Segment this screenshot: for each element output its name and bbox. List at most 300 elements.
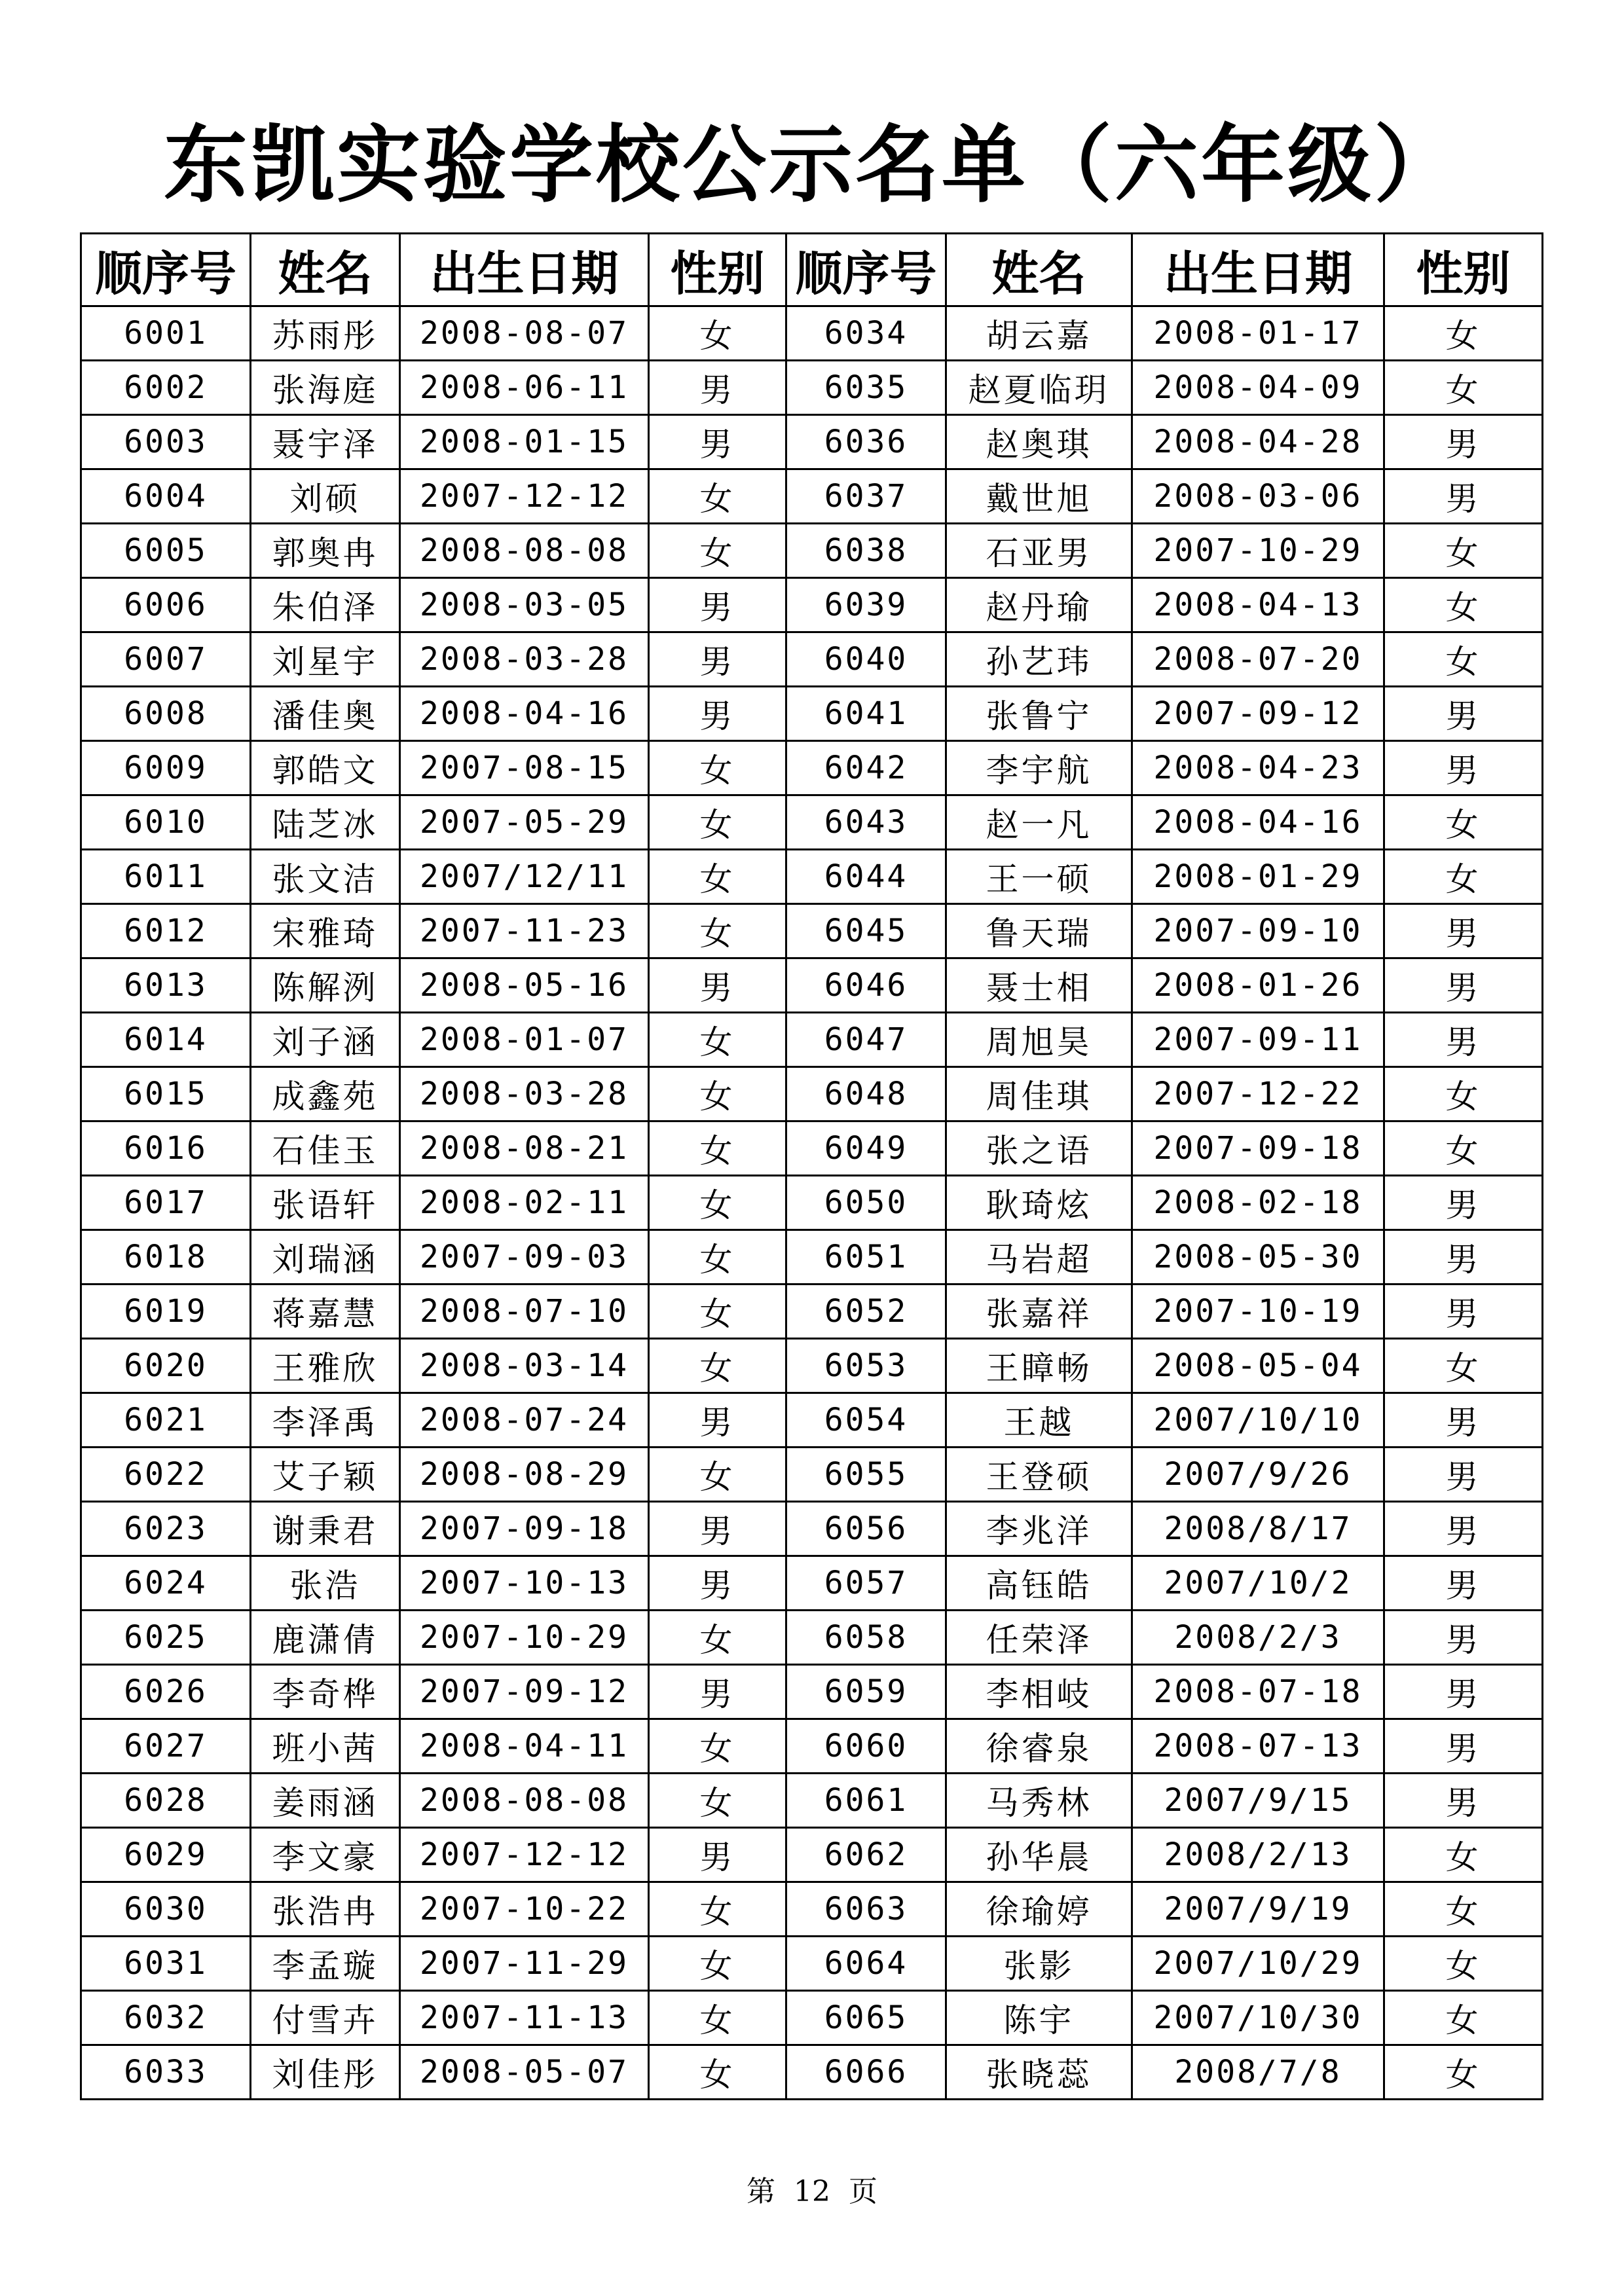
student-name-cell: 高钰皓 xyxy=(946,1556,1132,1611)
seq-number-cell: 6051 xyxy=(786,1230,946,1285)
gender-cell: 男 xyxy=(1384,1448,1543,1502)
gender-cell: 男 xyxy=(649,1556,786,1611)
seq-number-cell: 6025 xyxy=(81,1611,251,1665)
seq-number-cell: 6010 xyxy=(81,795,251,850)
gender-cell: 女 xyxy=(1384,2045,1543,2100)
student-name-cell: 蒋嘉慧 xyxy=(251,1285,400,1339)
student-name-cell: 王一硕 xyxy=(946,850,1132,904)
seq-number-cell: 6011 xyxy=(81,850,251,904)
seq-number-cell: 6043 xyxy=(786,795,946,850)
student-name-cell: 谢秉君 xyxy=(251,1502,400,1556)
student-name-cell: 张之语 xyxy=(946,1121,1132,1176)
gender-cell: 女 xyxy=(649,1339,786,1393)
seq-number-cell: 6066 xyxy=(786,2045,946,2100)
seq-number-cell: 6031 xyxy=(81,1937,251,1991)
birth-date-cell: 2007/10/30 xyxy=(1132,1991,1384,2045)
birth-date-cell: 2007-09-11 xyxy=(1132,1013,1384,1067)
student-name-cell: 赵奥琪 xyxy=(946,415,1132,469)
table-row xyxy=(81,524,1543,578)
birth-date-cell: 2007/9/26 xyxy=(1132,1448,1384,1502)
seq-number-cell: 6036 xyxy=(786,415,946,469)
seq-number-cell: 6002 xyxy=(81,361,251,415)
seq-number-cell: 6020 xyxy=(81,1339,251,1393)
birth-date-cell: 2008-08-07 xyxy=(400,306,649,361)
table-row xyxy=(81,1176,1543,1230)
table-row xyxy=(81,1121,1543,1176)
gender-cell: 男 xyxy=(1384,687,1543,741)
birth-date-cell: 2007/10/2 xyxy=(1132,1556,1384,1611)
gender-cell: 女 xyxy=(1384,1828,1543,1882)
seq-number-cell: 6041 xyxy=(786,687,946,741)
birth-date-cell: 2008-07-18 xyxy=(1132,1665,1384,1719)
table-row xyxy=(81,1067,1543,1121)
seq-number-cell: 6047 xyxy=(786,1013,946,1067)
table-row xyxy=(81,1502,1543,1556)
student-name-cell: 陈解洌 xyxy=(251,958,400,1013)
student-name-cell: 周旭昊 xyxy=(946,1013,1132,1067)
table-row xyxy=(81,1882,1543,1937)
gender-cell: 女 xyxy=(1384,524,1543,578)
gender-cell: 女 xyxy=(1384,1882,1543,1937)
seq-number-cell: 6033 xyxy=(81,2045,251,2100)
seq-number-cell: 6032 xyxy=(81,1991,251,2045)
seq-number-cell: 6059 xyxy=(786,1665,946,1719)
table-row xyxy=(81,1719,1543,1774)
seq-number-cell: 6062 xyxy=(786,1828,946,1882)
table-row xyxy=(81,958,1543,1013)
student-name-cell: 耿琦炫 xyxy=(946,1176,1132,1230)
student-name-cell: 鹿潇倩 xyxy=(251,1611,400,1665)
birth-date-cell: 2008-03-28 xyxy=(400,632,649,687)
student-name-cell: 徐瑜婷 xyxy=(946,1882,1132,1937)
gender-cell: 女 xyxy=(649,1121,786,1176)
student-name-cell: 刘佳彤 xyxy=(251,2045,400,2100)
gender-cell: 男 xyxy=(649,1665,786,1719)
birth-date-cell: 2007-10-19 xyxy=(1132,1285,1384,1339)
gender-cell: 男 xyxy=(1384,1393,1543,1448)
student-name-cell: 付雪卉 xyxy=(251,1991,400,2045)
student-name-cell: 王瞕畅 xyxy=(946,1339,1132,1393)
gender-cell: 男 xyxy=(1384,1719,1543,1774)
birth-date-cell: 2008/7/8 xyxy=(1132,2045,1384,2100)
gender-cell: 女 xyxy=(649,1230,786,1285)
student-name-cell: 班小茜 xyxy=(251,1719,400,1774)
birth-date-cell: 2007-11-29 xyxy=(400,1937,649,1991)
student-name-cell: 张海庭 xyxy=(251,361,400,415)
student-name-cell: 陈宇 xyxy=(946,1991,1132,2045)
gender-cell: 男 xyxy=(649,1393,786,1448)
header-row xyxy=(81,234,1543,306)
student-name-cell: 苏雨彤 xyxy=(251,306,400,361)
table-row xyxy=(81,795,1543,850)
student-name-cell: 赵丹瑜 xyxy=(946,578,1132,632)
seq-number-cell: 6008 xyxy=(81,687,251,741)
gender-cell: 男 xyxy=(1384,415,1543,469)
birth-date-cell: 2008-03-28 xyxy=(400,1067,649,1121)
header-birth-date: 出生日期 xyxy=(400,234,649,306)
header-birth-date: 出生日期 xyxy=(1132,234,1384,306)
gender-cell: 女 xyxy=(649,469,786,524)
gender-cell: 男 xyxy=(1384,1665,1543,1719)
seq-number-cell: 6003 xyxy=(81,415,251,469)
seq-number-cell: 6001 xyxy=(81,306,251,361)
seq-number-cell: 6019 xyxy=(81,1285,251,1339)
gender-cell: 女 xyxy=(649,1774,786,1828)
header-seq-number: 顺序号 xyxy=(786,234,946,306)
seq-number-cell: 6037 xyxy=(786,469,946,524)
table-row xyxy=(81,1665,1543,1719)
gender-cell: 男 xyxy=(649,361,786,415)
table-row xyxy=(81,2045,1543,2100)
table-row xyxy=(81,904,1543,958)
birth-date-cell: 2008/2/3 xyxy=(1132,1611,1384,1665)
student-name-cell: 张文洁 xyxy=(251,850,400,904)
birth-date-cell: 2008-02-18 xyxy=(1132,1176,1384,1230)
student-name-cell: 张浩 xyxy=(251,1556,400,1611)
birth-date-cell: 2008-03-14 xyxy=(400,1339,649,1393)
gender-cell: 男 xyxy=(1384,904,1543,958)
table-row xyxy=(81,469,1543,524)
student-name-cell: 陆芝冰 xyxy=(251,795,400,850)
gender-cell: 女 xyxy=(649,1991,786,2045)
table-row xyxy=(81,1991,1543,2045)
header-name: 姓名 xyxy=(251,234,400,306)
table-row xyxy=(81,741,1543,795)
student-name-cell: 刘子涵 xyxy=(251,1013,400,1067)
birth-date-cell: 2008-02-11 xyxy=(400,1176,649,1230)
student-name-cell: 郭奥冉 xyxy=(251,524,400,578)
birth-date-cell: 2007/9/19 xyxy=(1132,1882,1384,1937)
birth-date-cell: 2007-09-12 xyxy=(400,1665,649,1719)
birth-date-cell: 2008-04-23 xyxy=(1132,741,1384,795)
seq-number-cell: 6028 xyxy=(81,1774,251,1828)
seq-number-cell: 6038 xyxy=(786,524,946,578)
student-name-cell: 刘星宇 xyxy=(251,632,400,687)
gender-cell: 女 xyxy=(649,1882,786,1937)
gender-cell: 女 xyxy=(1384,795,1543,850)
student-name-cell: 王雅欣 xyxy=(251,1339,400,1393)
student-name-cell: 李奇桦 xyxy=(251,1665,400,1719)
seq-number-cell: 6021 xyxy=(81,1393,251,1448)
seq-number-cell: 6050 xyxy=(786,1176,946,1230)
gender-cell: 男 xyxy=(1384,1774,1543,1828)
birth-date-cell: 2008-06-11 xyxy=(400,361,649,415)
seq-number-cell: 6045 xyxy=(786,904,946,958)
gender-cell: 男 xyxy=(1384,1611,1543,1665)
gender-cell: 女 xyxy=(649,741,786,795)
birth-date-cell: 2008-08-08 xyxy=(400,1774,649,1828)
gender-cell: 男 xyxy=(1384,469,1543,524)
seq-number-cell: 6063 xyxy=(786,1882,946,1937)
student-name-cell: 成鑫苑 xyxy=(251,1067,400,1121)
birth-date-cell: 2008-07-24 xyxy=(400,1393,649,1448)
gender-cell: 女 xyxy=(1384,632,1543,687)
student-name-cell: 戴世旭 xyxy=(946,469,1132,524)
gender-cell: 女 xyxy=(1384,1937,1543,1991)
birth-date-cell: 2008/8/17 xyxy=(1132,1502,1384,1556)
gender-cell: 女 xyxy=(1384,361,1543,415)
student-name-cell: 姜雨涵 xyxy=(251,1774,400,1828)
student-name-cell: 周佳琪 xyxy=(946,1067,1132,1121)
gender-cell: 女 xyxy=(649,524,786,578)
gender-cell: 男 xyxy=(649,632,786,687)
birth-date-cell: 2007-12-22 xyxy=(1132,1067,1384,1121)
seq-number-cell: 6006 xyxy=(81,578,251,632)
seq-number-cell: 6022 xyxy=(81,1448,251,1502)
table-row xyxy=(81,850,1543,904)
student-name-cell: 石亚男 xyxy=(946,524,1132,578)
birth-date-cell: 2008-03-05 xyxy=(400,578,649,632)
birth-date-cell: 2007/9/15 xyxy=(1132,1774,1384,1828)
table-row xyxy=(81,578,1543,632)
gender-cell: 男 xyxy=(649,1828,786,1882)
seq-number-cell: 6061 xyxy=(786,1774,946,1828)
gender-cell: 男 xyxy=(649,1502,786,1556)
birth-date-cell: 2008-05-07 xyxy=(400,2045,649,2100)
table-row xyxy=(81,1828,1543,1882)
birth-date-cell: 2007-12-12 xyxy=(400,469,649,524)
gender-cell: 女 xyxy=(1384,850,1543,904)
seq-number-cell: 6065 xyxy=(786,1991,946,2045)
birth-date-cell: 2008-05-16 xyxy=(400,958,649,1013)
birth-date-cell: 2008-04-16 xyxy=(1132,795,1384,850)
header-gender: 性别 xyxy=(649,234,786,306)
seq-number-cell: 6012 xyxy=(81,904,251,958)
gender-cell: 女 xyxy=(1384,1991,1543,2045)
seq-number-cell: 6005 xyxy=(81,524,251,578)
student-name-cell: 胡云嘉 xyxy=(946,306,1132,361)
birth-date-cell: 2008-01-17 xyxy=(1132,306,1384,361)
student-name-cell: 潘佳奥 xyxy=(251,687,400,741)
table-row xyxy=(81,1013,1543,1067)
birth-date-cell: 2008-07-13 xyxy=(1132,1719,1384,1774)
student-name-cell: 张嘉祥 xyxy=(946,1285,1132,1339)
seq-number-cell: 6039 xyxy=(786,578,946,632)
seq-number-cell: 6027 xyxy=(81,1719,251,1774)
gender-cell: 女 xyxy=(649,1285,786,1339)
seq-number-cell: 6015 xyxy=(81,1067,251,1121)
seq-number-cell: 6009 xyxy=(81,741,251,795)
seq-number-cell: 6029 xyxy=(81,1828,251,1882)
table-row xyxy=(81,1774,1543,1828)
gender-cell: 女 xyxy=(649,1176,786,1230)
birth-date-cell: 2007-09-10 xyxy=(1132,904,1384,958)
birth-date-cell: 2008-07-10 xyxy=(400,1285,649,1339)
student-name-cell: 张晓蕊 xyxy=(946,2045,1132,2100)
student-name-cell: 朱伯泽 xyxy=(251,578,400,632)
student-name-cell: 张浩冉 xyxy=(251,1882,400,1937)
birth-date-cell: 2007-10-29 xyxy=(1132,524,1384,578)
seq-number-cell: 6058 xyxy=(786,1611,946,1665)
table-row xyxy=(81,632,1543,687)
student-name-cell: 艾子颖 xyxy=(251,1448,400,1502)
student-name-cell: 聂宇泽 xyxy=(251,415,400,469)
birth-date-cell: 2008-01-07 xyxy=(400,1013,649,1067)
student-name-cell: 聂士相 xyxy=(946,958,1132,1013)
birth-date-cell: 2007-09-03 xyxy=(400,1230,649,1285)
birth-date-cell: 2008-08-08 xyxy=(400,524,649,578)
gender-cell: 女 xyxy=(649,2045,786,2100)
gender-cell: 女 xyxy=(1384,1121,1543,1176)
seq-number-cell: 6017 xyxy=(81,1176,251,1230)
gender-cell: 女 xyxy=(649,1013,786,1067)
gender-cell: 男 xyxy=(649,958,786,1013)
seq-number-cell: 6060 xyxy=(786,1719,946,1774)
student-name-cell: 李相岐 xyxy=(946,1665,1132,1719)
student-name-cell: 刘瑞涵 xyxy=(251,1230,400,1285)
birth-date-cell: 2007/10/10 xyxy=(1132,1393,1384,1448)
student-name-cell: 李泽禹 xyxy=(251,1393,400,1448)
header-gender: 性别 xyxy=(1384,234,1543,306)
gender-cell: 女 xyxy=(649,1611,786,1665)
seq-number-cell: 6064 xyxy=(786,1937,946,1991)
birth-date-cell: 2007-10-13 xyxy=(400,1556,649,1611)
birth-date-cell: 2007-09-12 xyxy=(1132,687,1384,741)
seq-number-cell: 6044 xyxy=(786,850,946,904)
gender-cell: 女 xyxy=(649,795,786,850)
birth-date-cell: 2008-07-20 xyxy=(1132,632,1384,687)
student-name-cell: 李文豪 xyxy=(251,1828,400,1882)
birth-date-cell: 2007-09-18 xyxy=(400,1502,649,1556)
gender-cell: 男 xyxy=(649,687,786,741)
gender-cell: 女 xyxy=(649,1937,786,1991)
seq-number-cell: 6026 xyxy=(81,1665,251,1719)
birth-date-cell: 2007-09-18 xyxy=(1132,1121,1384,1176)
seq-number-cell: 6056 xyxy=(786,1502,946,1556)
table-row xyxy=(81,1448,1543,1502)
birth-date-cell: 2007-11-13 xyxy=(400,1991,649,2045)
birth-date-cell: 2008-05-04 xyxy=(1132,1339,1384,1393)
birth-date-cell: 2008-04-13 xyxy=(1132,578,1384,632)
table-row xyxy=(81,1285,1543,1339)
table-row xyxy=(81,1556,1543,1611)
student-name-cell: 任荣泽 xyxy=(946,1611,1132,1665)
gender-cell: 女 xyxy=(649,1067,786,1121)
seq-number-cell: 6049 xyxy=(786,1121,946,1176)
gender-cell: 女 xyxy=(1384,578,1543,632)
seq-number-cell: 6024 xyxy=(81,1556,251,1611)
student-name-cell: 张影 xyxy=(946,1937,1132,1991)
birth-date-cell: 2008-04-28 xyxy=(1132,415,1384,469)
table-row xyxy=(81,1937,1543,1991)
gender-cell: 女 xyxy=(1384,1067,1543,1121)
birth-date-cell: 2007-05-29 xyxy=(400,795,649,850)
birth-date-cell: 2008-08-21 xyxy=(400,1121,649,1176)
seq-number-cell: 6042 xyxy=(786,741,946,795)
student-name-cell: 孙艺玮 xyxy=(946,632,1132,687)
gender-cell: 女 xyxy=(649,904,786,958)
gender-cell: 男 xyxy=(1384,1285,1543,1339)
birth-date-cell: 2008-04-09 xyxy=(1132,361,1384,415)
page-number: 第 12 页 xyxy=(747,2175,877,2208)
gender-cell: 男 xyxy=(1384,958,1543,1013)
student-name-cell: 张语轩 xyxy=(251,1176,400,1230)
gender-cell: 男 xyxy=(1384,1013,1543,1067)
gender-cell: 男 xyxy=(1384,741,1543,795)
birth-date-cell: 2007-12-12 xyxy=(400,1828,649,1882)
page-title: 东凯实验学校公示名单（六年级） xyxy=(163,117,1460,214)
seq-number-cell: 6014 xyxy=(81,1013,251,1067)
gender-cell: 男 xyxy=(1384,1230,1543,1285)
student-name-cell: 石佳玉 xyxy=(251,1121,400,1176)
table-row xyxy=(81,1611,1543,1665)
seq-number-cell: 6040 xyxy=(786,632,946,687)
student-name-cell: 赵夏临玥 xyxy=(946,361,1132,415)
seq-number-cell: 6035 xyxy=(786,361,946,415)
seq-number-cell: 6034 xyxy=(786,306,946,361)
student-name-cell: 孙华晨 xyxy=(946,1828,1132,1882)
birth-date-cell: 2008-03-06 xyxy=(1132,469,1384,524)
birth-date-cell: 2007-10-29 xyxy=(400,1611,649,1665)
student-name-cell: 郭皓文 xyxy=(251,741,400,795)
student-name-cell: 宋雅琦 xyxy=(251,904,400,958)
student-name-cell: 王越 xyxy=(946,1393,1132,1448)
birth-date-cell: 2008-04-16 xyxy=(400,687,649,741)
seq-number-cell: 6016 xyxy=(81,1121,251,1176)
seq-number-cell: 6018 xyxy=(81,1230,251,1285)
gender-cell: 男 xyxy=(1384,1556,1543,1611)
gender-cell: 女 xyxy=(649,1448,786,1502)
gender-cell: 男 xyxy=(649,415,786,469)
birth-date-cell: 2007-08-15 xyxy=(400,741,649,795)
birth-date-cell: 2007/10/29 xyxy=(1132,1937,1384,1991)
birth-date-cell: 2007-10-22 xyxy=(400,1882,649,1937)
seq-number-cell: 6007 xyxy=(81,632,251,687)
seq-number-cell: 6013 xyxy=(81,958,251,1013)
student-name-cell: 张鲁宁 xyxy=(946,687,1132,741)
seq-number-cell: 6053 xyxy=(786,1339,946,1393)
gender-cell: 女 xyxy=(649,850,786,904)
seq-number-cell: 6057 xyxy=(786,1556,946,1611)
table-row xyxy=(81,361,1543,415)
birth-date-cell: 2008-01-15 xyxy=(400,415,649,469)
gender-cell: 女 xyxy=(1384,306,1543,361)
student-name-cell: 王登硕 xyxy=(946,1448,1132,1502)
gender-cell: 男 xyxy=(649,578,786,632)
seq-number-cell: 6055 xyxy=(786,1448,946,1502)
seq-number-cell: 6048 xyxy=(786,1067,946,1121)
student-name-cell: 李宇航 xyxy=(946,741,1132,795)
student-name-cell: 李兆洋 xyxy=(946,1502,1132,1556)
student-name-cell: 马岩超 xyxy=(946,1230,1132,1285)
seq-number-cell: 6030 xyxy=(81,1882,251,1937)
table-row xyxy=(81,415,1543,469)
birth-date-cell: 2007-11-23 xyxy=(400,904,649,958)
gender-cell: 男 xyxy=(1384,1502,1543,1556)
gender-cell: 女 xyxy=(649,306,786,361)
seq-number-cell: 6004 xyxy=(81,469,251,524)
student-name-cell: 赵一凡 xyxy=(946,795,1132,850)
gender-cell: 男 xyxy=(1384,1176,1543,1230)
table-row xyxy=(81,1339,1543,1393)
header-seq-number: 顺序号 xyxy=(81,234,251,306)
gender-cell: 女 xyxy=(1384,1339,1543,1393)
birth-date-cell: 2008-01-29 xyxy=(1132,850,1384,904)
header-name: 姓名 xyxy=(946,234,1132,306)
birth-date-cell: 2008/2/13 xyxy=(1132,1828,1384,1882)
seq-number-cell: 6023 xyxy=(81,1502,251,1556)
seq-number-cell: 6054 xyxy=(786,1393,946,1448)
seq-number-cell: 6046 xyxy=(786,958,946,1013)
birth-date-cell: 2008-04-11 xyxy=(400,1719,649,1774)
birth-date-cell: 2008-05-30 xyxy=(1132,1230,1384,1285)
student-name-cell: 徐睿泉 xyxy=(946,1719,1132,1774)
seq-number-cell: 6052 xyxy=(786,1285,946,1339)
birth-date-cell: 2008-01-26 xyxy=(1132,958,1384,1013)
student-roster-table xyxy=(80,232,1543,2100)
table-row xyxy=(81,1230,1543,1285)
gender-cell: 女 xyxy=(649,1719,786,1774)
